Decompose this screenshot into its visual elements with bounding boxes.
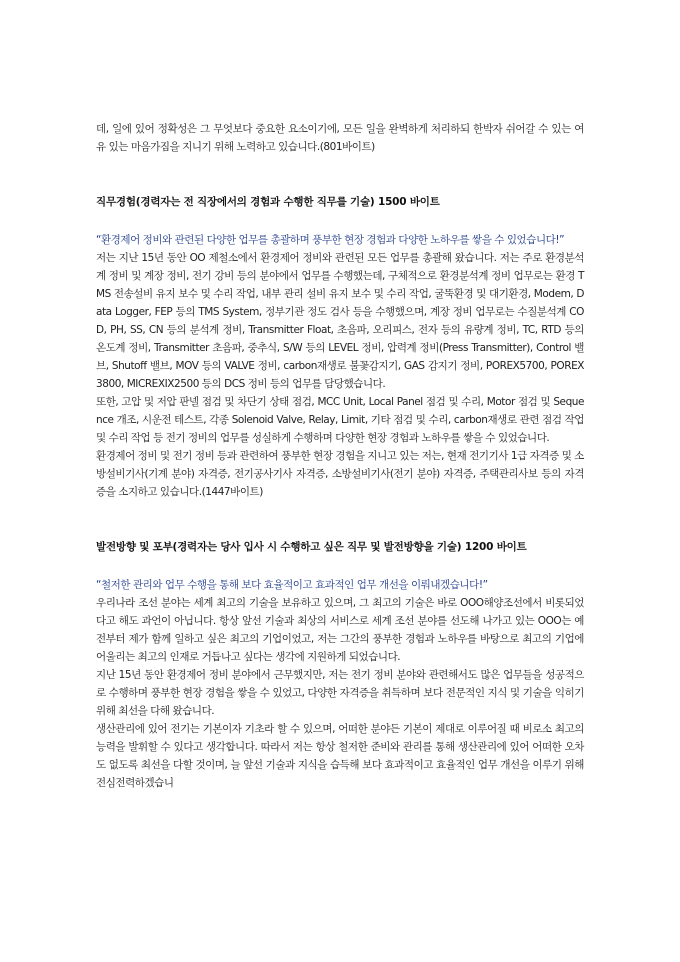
career-paragraph-3: 환경제어 정비 및 전기 정비 등과 관련하여 풍부한 현장 경험을 지니고 있는 저는, 현재 전기기사 1급 자격증 및 소방설비기사(기계 분야) 자격증, 전기공사기사 자격증, 소방설비기사(전기 분야) 자격증, 주택관리사보 등의 자격증을 소지하고 있습니다.(1447바이트) bbox=[96, 450, 584, 498]
plan-paragraph-2: 지난 15년 동안 환경제어 정비 분야에서 근무했지만, 저는 전기 정비 분야와 관련해서도 많은 업무들을 성공적으로 수행하며 풍부한 현장 경험을 쌓을 수 있었고, 다양한 자격증을 취득하며 보다 전문적인 지식 및 기술을 익히기 위해 최선을 다해 왔습니다. bbox=[96, 669, 584, 717]
spacer bbox=[96, 211, 584, 231]
spacer bbox=[96, 556, 584, 576]
spacer bbox=[96, 501, 584, 538]
plan-paragraph-1: 우리나라 조선 분야는 세계 최고의 기술을 보유하고 있으며, 그 최고의 기술은 바로 OOO해양조선에서 비롯되었다고 해도 과언이 아닙니다. 항상 앞선 기술과 최상의 서비스로 세계 조선 분야를 선도해 나가고 있는 OOO는 예전부터 제가 함께 일하고 싶은 최고의 기업이었고, 저는 그간의 풍부한 경험과 노하우를 바탕으로 최고의 기업에 어울리는 최고의 인재로 거듭나고 싶다는 생각에 지원하게 되었습니다. bbox=[96, 597, 584, 663]
career-paragraph-2: 또한, 고압 및 저압 판넬 점검 및 차단기 상태 점검, MCC Unit, Local Panel 점검 및 수리, Motor 점검 및 Sequence 개조, 시운전 테스트, 각종 Solenoid Valve, Relay, Limit, 기타 점검 및 수리, carbon재생로 관련 점검 작업 및 수리 작업 등 전기 정비의 업무를 성실하게 수행하며 다양한 현장 경험과 노하우를 쌓을 수 있었습니다. bbox=[96, 396, 584, 444]
plan-section bbox=[96, 538, 584, 792]
plan-heading: 발전방향 및 포부(경력자는 당사 입사 시 수행하고 싶은 직무 및 발전방향을 기술) 1200 바이트 bbox=[96, 541, 527, 553]
plan-paragraph-3: 생산관리에 있어 전기는 기본이자 기초라 할 수 있으며, 어떠한 분야든 기본이 제대로 이루어질 때 비로소 최고의 능력을 발휘할 수 있다고 생각합니다. 따라서 저는 항상 철저한 준비와 관리를 통해 생산관리에 있어 어떠한 오차도 없도록 최선을 다할 것이며, 늘 앞선 기술과 지식을 습득해 보다 효과적이고 효율적인 업무 개선을 이루기 위해 전심전력하겠습니 bbox=[96, 723, 584, 789]
career-heading: 직무경험(경력자는 전 직장에서의 경험과 수행한 직무를 기술) 1500 바이트 bbox=[96, 196, 440, 208]
essay-body bbox=[96, 120, 584, 792]
career-section bbox=[96, 193, 584, 501]
career-quote: “환경제어 정비와 관련된 다양한 업무를 총괄하며 풍부한 현장 경험과 다양한 노하우를 쌓을 수 있었습니다!” bbox=[96, 234, 565, 246]
intro-paragraph: 데, 일에 있어 정확성은 그 무엇보다 중요한 요소이기에, 모든 일을 완벽하게 처리하되 한박자 쉬어갈 수 있는 여유 있는 마음가짐을 지니기 위해 노력하고 있습니다.(801바이트) bbox=[96, 123, 584, 153]
career-paragraph-1: 저는 지난 15년 동안 OO 제철소에서 환경제어 정비와 관련된 모든 업무를 총괄해 왔습니다. 저는 주로 환경분석계 정비 및 계장 정비, 전기 강비 등의 분야에서 업무를 수행했는데, 구체적으로 환경분석계 정비 업무로는 환경 TMS 전송설비 유지 보수 및 수리 작업, 내부 관리 설비 유지 보수 및 수리 작업, 굴뚝환경 및 대기환경, Modem, Data Logger, FEP 등의 TMS System, 정부기관 정도 검사 등을 수행했으며, 계장 정비 업무로는 수질분석계 COD, PH, SS, CN 등의 분석계 정비, Transmitter Float, 초음파, 오리피스, 전자 등의 유량계 정비, TC, RTD 등의 온도계 정비, Transmitter 초음파, 중추식, S/W 등의 LEVEL 정비, 압력계 정비(Press Transmitter), Control 밸브, Shutoff 밸브, MOV 등의 VALVE 정비, carbon재생로 불꽃감지기, GAS 감지기 정비, POREX5700, POREX3800, MICREXIX2500 등의 DCS 정비 등의 업무를 담당했습니다. bbox=[96, 252, 584, 390]
spacer bbox=[96, 156, 584, 193]
plan-quote: “철저한 관리와 업무 수행을 통해 보다 효율적이고 효과적인 업무 개선을 이뤄내겠습니다!” bbox=[96, 579, 488, 591]
